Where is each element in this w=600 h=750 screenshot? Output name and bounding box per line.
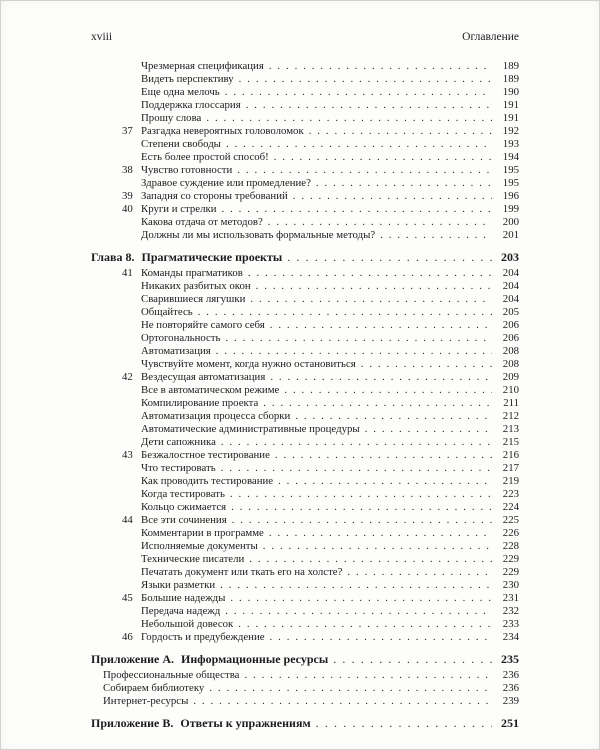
entry-page-number: 196 — [502, 190, 519, 202]
entry-page-number: 223 — [502, 488, 519, 500]
entry-label: Технические писатели — [141, 553, 245, 565]
dot-leader — [316, 177, 492, 190]
entry-label: Видеть перспективу — [141, 73, 234, 85]
toc-entry-row — [91, 488, 519, 501]
entry-page-number: 210 — [502, 384, 519, 396]
toc-heading-row — [91, 652, 519, 667]
toc-entry-row — [91, 384, 519, 397]
entry-label: Сварившиеся лягушки — [141, 293, 246, 305]
entry-number: 41 — [122, 267, 133, 279]
toc-heading-row — [91, 716, 519, 731]
toc-entry-row — [91, 566, 519, 579]
entry-page-number: 236 — [502, 669, 519, 681]
dot-leader — [244, 669, 492, 682]
entry-label: Никаких разбитых окон — [141, 280, 251, 292]
entry-number: 37 — [122, 125, 133, 137]
dot-leader — [268, 216, 492, 229]
dot-leader — [287, 250, 492, 265]
dot-leader — [269, 60, 492, 73]
entry-page-number: 236 — [502, 682, 519, 694]
dot-leader — [206, 112, 492, 125]
entry-label: Информационные ресурсы — [181, 652, 329, 666]
entry-page-number: 239 — [502, 695, 519, 707]
dot-leader — [239, 73, 492, 86]
dot-leader — [380, 229, 492, 242]
toc-entry-row — [91, 605, 519, 618]
entry-label: Западня со стороны требований — [141, 190, 288, 202]
toc-entry-row — [91, 138, 519, 151]
dot-leader — [256, 280, 492, 293]
entry-label: Собираем библиотеку — [103, 682, 205, 694]
toc-entry-row — [91, 345, 519, 358]
entry-page-number: 229 — [502, 566, 519, 578]
entry-page-number: 203 — [501, 250, 519, 264]
toc-entry-row — [91, 60, 519, 73]
entry-label: Автоматизация процесса сборки — [141, 410, 291, 422]
entry-label: Не повторяйте самого себя — [141, 319, 265, 331]
entry-number: Приложение А. — [91, 652, 175, 666]
toc-entry-row — [91, 293, 519, 306]
entry-label: Печатать документ или ткать его на холсте? — [141, 566, 343, 578]
entry-label: Общайтесь — [141, 306, 193, 318]
dot-leader — [293, 190, 492, 203]
toc-entry-row — [91, 125, 519, 138]
toc-entry-row — [91, 190, 519, 203]
entry-page-number: 189 — [502, 73, 519, 85]
dot-leader — [309, 125, 492, 138]
dot-leader — [220, 579, 492, 592]
entry-page-number: 230 — [502, 579, 519, 591]
running-title: Оглавление — [462, 31, 519, 43]
entry-label: Кольцо сжимается — [141, 501, 227, 513]
toc-entry-row — [91, 332, 519, 345]
entry-page-number: 231 — [502, 592, 519, 604]
entry-label: Большие надежды — [141, 592, 226, 604]
entry-label: Автоматизация — [141, 345, 211, 357]
entry-page-number: 225 — [502, 514, 519, 526]
toc-entry-row — [91, 631, 519, 644]
toc-entry-row — [91, 592, 519, 605]
entry-page-number: 204 — [502, 267, 519, 279]
entry-page-number: 206 — [502, 332, 519, 344]
entry-number: 45 — [122, 592, 133, 604]
entry-page-number: 201 — [502, 229, 519, 241]
toc-entry-row — [91, 475, 519, 488]
entry-page-number: 216 — [502, 449, 519, 461]
entry-label: Степени свободы — [141, 138, 221, 150]
entry-page-number: 193 — [502, 138, 519, 150]
entry-page-number: 195 — [502, 177, 519, 189]
toc-entry-row — [91, 86, 519, 99]
entry-label: Команды прагматиков — [141, 267, 243, 279]
toc-entry-row — [91, 358, 519, 371]
entry-page-number: 226 — [502, 527, 519, 539]
toc-entry-row — [91, 151, 519, 164]
entry-page-number: 251 — [501, 716, 519, 730]
dot-leader — [225, 332, 492, 345]
toc-entry-row — [91, 216, 519, 229]
entry-label: Профессиональные общества — [103, 669, 240, 681]
toc-entry-row — [91, 112, 519, 125]
dot-leader — [284, 384, 492, 397]
dot-leader — [231, 501, 492, 514]
entry-label: Исполняемые документы — [141, 540, 258, 552]
entry-page-number: 189 — [502, 60, 519, 72]
toc-heading-row — [91, 250, 519, 265]
dot-leader — [193, 695, 492, 708]
dot-leader — [226, 138, 492, 151]
entry-label: Чувствуйте момент, когда нужно остановиться — [141, 358, 356, 370]
entry-page-number: 229 — [502, 553, 519, 565]
entry-label: Все эти сочинения — [141, 514, 227, 526]
entry-label: Дети сапожника — [141, 436, 216, 448]
entry-label: Что тестировать — [141, 462, 216, 474]
dot-leader — [250, 293, 492, 306]
entry-label: Вездесущая автоматизация — [141, 371, 266, 383]
toc-entry-row — [91, 319, 519, 332]
toc-entry-row — [91, 371, 519, 384]
entry-label: Прагматические проекты — [141, 250, 283, 264]
entry-page-number: 194 — [502, 151, 519, 163]
entry-page-number: 213 — [502, 423, 519, 435]
entry-label: Ортогональность — [141, 332, 221, 344]
dot-leader — [347, 566, 492, 579]
dot-leader — [221, 436, 492, 449]
entry-page-number: 205 — [502, 306, 519, 318]
toc-entry-row — [91, 410, 519, 423]
toc-entry-row — [91, 73, 519, 86]
dot-leader — [221, 462, 492, 475]
entry-label: Небольшой довесок — [141, 618, 234, 630]
toc-entry-row — [91, 267, 519, 280]
entry-number: Глава 8. — [91, 250, 135, 264]
entry-page-number: 199 — [502, 203, 519, 215]
dot-leader — [230, 488, 492, 501]
dot-leader — [230, 592, 492, 605]
dot-leader — [225, 86, 492, 99]
entry-label: Языки разметки — [141, 579, 216, 591]
entry-page-number: 217 — [502, 462, 519, 474]
page-header — [91, 31, 519, 43]
entry-label: Интернет-ресурсы — [103, 695, 189, 707]
entry-label: Компилирование проекта — [141, 397, 259, 409]
entry-label: Чрезмерная спецификация — [141, 60, 264, 72]
toc-entry-row — [91, 423, 519, 436]
entry-page-number: 190 — [502, 86, 519, 98]
toc-entry-row — [91, 449, 519, 462]
entry-label: Все в автоматическом режиме — [141, 384, 280, 396]
entry-page-number: 235 — [501, 652, 519, 666]
dot-leader — [263, 540, 492, 553]
entry-label: Какова отдача от методов? — [141, 216, 263, 228]
entry-label: Разгадка невероятных головоломок — [141, 125, 304, 137]
entry-number: Приложение В. — [91, 716, 174, 730]
entry-label: Ответы к упражнениям — [180, 716, 311, 730]
entry-label: Безжалостное тестирование — [141, 449, 270, 461]
toc-entry-row — [91, 203, 519, 216]
toc-entry-row — [91, 99, 519, 112]
entry-page-number: 224 — [502, 501, 519, 513]
entry-page-number: 191 — [502, 99, 519, 111]
entry-label: Должны ли мы использовать формальные методы? — [141, 229, 376, 241]
toc-list — [91, 60, 519, 731]
entry-number: 43 — [122, 449, 133, 461]
entry-label: Передача надежд — [141, 605, 221, 617]
entry-page-number: 233 — [502, 618, 519, 630]
toc-entry-row — [91, 462, 519, 475]
entry-label: Как проводить тестирование — [141, 475, 274, 487]
dot-leader — [295, 410, 492, 423]
dot-leader — [269, 527, 492, 540]
toc-entry-row — [91, 682, 519, 695]
dot-leader — [237, 164, 492, 177]
toc-entry-row — [91, 540, 519, 553]
dot-leader — [270, 631, 492, 644]
entry-label: Круги и стрелки — [141, 203, 217, 215]
dot-leader — [198, 306, 492, 319]
entry-number: 38 — [122, 164, 133, 176]
dot-leader — [225, 605, 492, 618]
dot-leader — [216, 345, 492, 358]
entry-label: Есть более простой способ! — [141, 151, 269, 163]
entry-label: Здравое суждение или промедление? — [141, 177, 311, 189]
dot-leader — [274, 151, 492, 164]
entry-page-number: 209 — [502, 371, 519, 383]
toc-entry-row — [91, 695, 519, 708]
entry-page-number: 195 — [502, 164, 519, 176]
dot-leader — [361, 358, 492, 371]
dot-leader — [333, 652, 492, 667]
entry-number: 42 — [122, 371, 133, 383]
toc-entry-row — [91, 669, 519, 682]
entry-number: 46 — [122, 631, 133, 643]
dot-leader — [316, 716, 492, 731]
entry-page-number: 234 — [502, 631, 519, 643]
dot-leader — [263, 397, 492, 410]
dot-leader — [270, 319, 492, 332]
dot-leader — [275, 449, 492, 462]
entry-page-number: 191 — [502, 112, 519, 124]
entry-number: 40 — [122, 203, 133, 215]
toc-entry-row — [91, 164, 519, 177]
dot-leader — [238, 618, 492, 631]
toc-entry-row — [91, 527, 519, 540]
entry-page-number: 200 — [502, 216, 519, 228]
entry-page-number: 208 — [502, 345, 519, 357]
toc-entry-row — [91, 280, 519, 293]
dot-leader — [209, 682, 492, 695]
toc-entry-row — [91, 397, 519, 410]
entry-page-number: 211 — [503, 397, 519, 409]
dot-leader — [249, 553, 492, 566]
toc-entry-row — [91, 177, 519, 190]
toc-entry-row — [91, 436, 519, 449]
entry-page-number: 212 — [502, 410, 519, 422]
dot-leader — [278, 475, 492, 488]
toc-entry-row — [91, 553, 519, 566]
dot-leader — [248, 267, 492, 280]
dot-leader — [221, 203, 492, 216]
entry-number: 44 — [122, 514, 133, 526]
entry-page-number: 219 — [502, 475, 519, 487]
toc-entry-row — [91, 579, 519, 592]
dot-leader — [232, 514, 492, 527]
toc-entry-row — [91, 306, 519, 319]
entry-label: Прошу слова — [141, 112, 202, 124]
entry-label: Автоматические административные процедуры — [141, 423, 360, 435]
toc-entry-row — [91, 229, 519, 242]
entry-page-number: 215 — [502, 436, 519, 448]
entry-page-number: 232 — [502, 605, 519, 617]
entry-label: Чувство готовности — [141, 164, 233, 176]
entry-page-number: 192 — [502, 125, 519, 137]
entry-page-number: 208 — [502, 358, 519, 370]
toc-entry-row — [91, 514, 519, 527]
dot-leader — [270, 371, 492, 384]
entry-label: Когда тестировать — [141, 488, 225, 500]
entry-label: Комментарии в программе — [141, 527, 264, 539]
entry-number: 39 — [122, 190, 133, 202]
folio-number: xviii — [91, 31, 113, 43]
entry-page-number: 204 — [502, 280, 519, 292]
entry-page-number: 204 — [502, 293, 519, 305]
dot-leader — [365, 423, 492, 436]
entry-page-number: 206 — [502, 319, 519, 331]
entry-label: Гордость и предубеждение — [141, 631, 265, 643]
entry-page-number: 228 — [502, 540, 519, 552]
entry-label: Поддержка глоссария — [141, 99, 241, 111]
toc-entry-row — [91, 501, 519, 514]
dot-leader — [246, 99, 492, 112]
entry-label: Еще одна мелочь — [141, 86, 220, 98]
toc-entry-row — [91, 618, 519, 631]
